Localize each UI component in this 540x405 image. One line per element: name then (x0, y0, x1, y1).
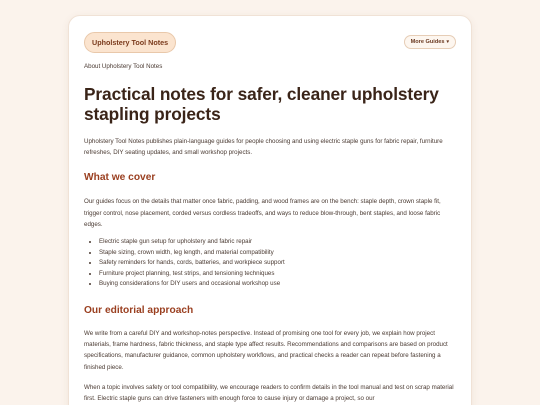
more-guides-button[interactable] (404, 35, 456, 49)
intro-paragraph: Upholstery Tool Notes publishes plain-language guides for people choosing and using electric staple guns for fabric repair, furniture refreshes, DIY seating updates, and small workshop projects. (84, 138, 443, 157)
list-item: • Buying considerations for DIY users and occasional workshop use (99, 279, 456, 290)
cover-list (84, 237, 456, 290)
chevron-down-icon: ▾ (446, 39, 449, 45)
list-item: • Staple sizing, crown width, leg length, and material compatibility (99, 248, 456, 259)
brand-home-link[interactable]: Upholstery Tool Notes (84, 32, 176, 53)
content-card (68, 15, 472, 405)
about-link[interactable]: About Upholstery Tool Notes (84, 63, 163, 70)
section-heading-what-we-cover: What we cover (84, 172, 156, 184)
list-item: • Electric staple gun setup for upholstery and fabric repair (99, 237, 456, 248)
list-item: • Furniture project planning, test strips, and tensioning techniques (99, 269, 456, 280)
cover-paragraph: Our guides focus on the details that matter once fabric, padding, and wood frames are on the bench: staple depth, crown staple fit, trigger control, nose placement, corded versus cordless tradeoffs, and ways to reduce blow-through, bent staples, and loose fabric edges. (84, 198, 441, 228)
editorial-paragraph-2: When a topic involves safety or tool compatibility, we encourage readers to confirm details in the tool manual and test on scrap material first. Electric staple guns can drive fasteners with enough force to cause injury or damage a project, so our (84, 383, 454, 402)
list-item: • Safety reminders for hands, cords, batteries, and workpiece support (99, 258, 456, 269)
top-bar (84, 30, 456, 54)
page-title: Practical notes for safer, cleaner upholstery stapling projects (84, 84, 439, 124)
editorial-paragraph-1: We write from a careful DIY and workshop-notes perspective. Instead of promising one tool for every job, we explain how project materials, frame hardness, fabric thickness, and staple type affect results. Recommendations and comparisons are based on product specifications, manufacturer guidance, common upholstery workflows, and practical checks a reader can repeat before fastening a finished piece. (84, 329, 448, 371)
more-guides-label: More Guides (410, 39, 445, 45)
section-heading-editorial-approach: Our editorial approach (84, 304, 194, 316)
